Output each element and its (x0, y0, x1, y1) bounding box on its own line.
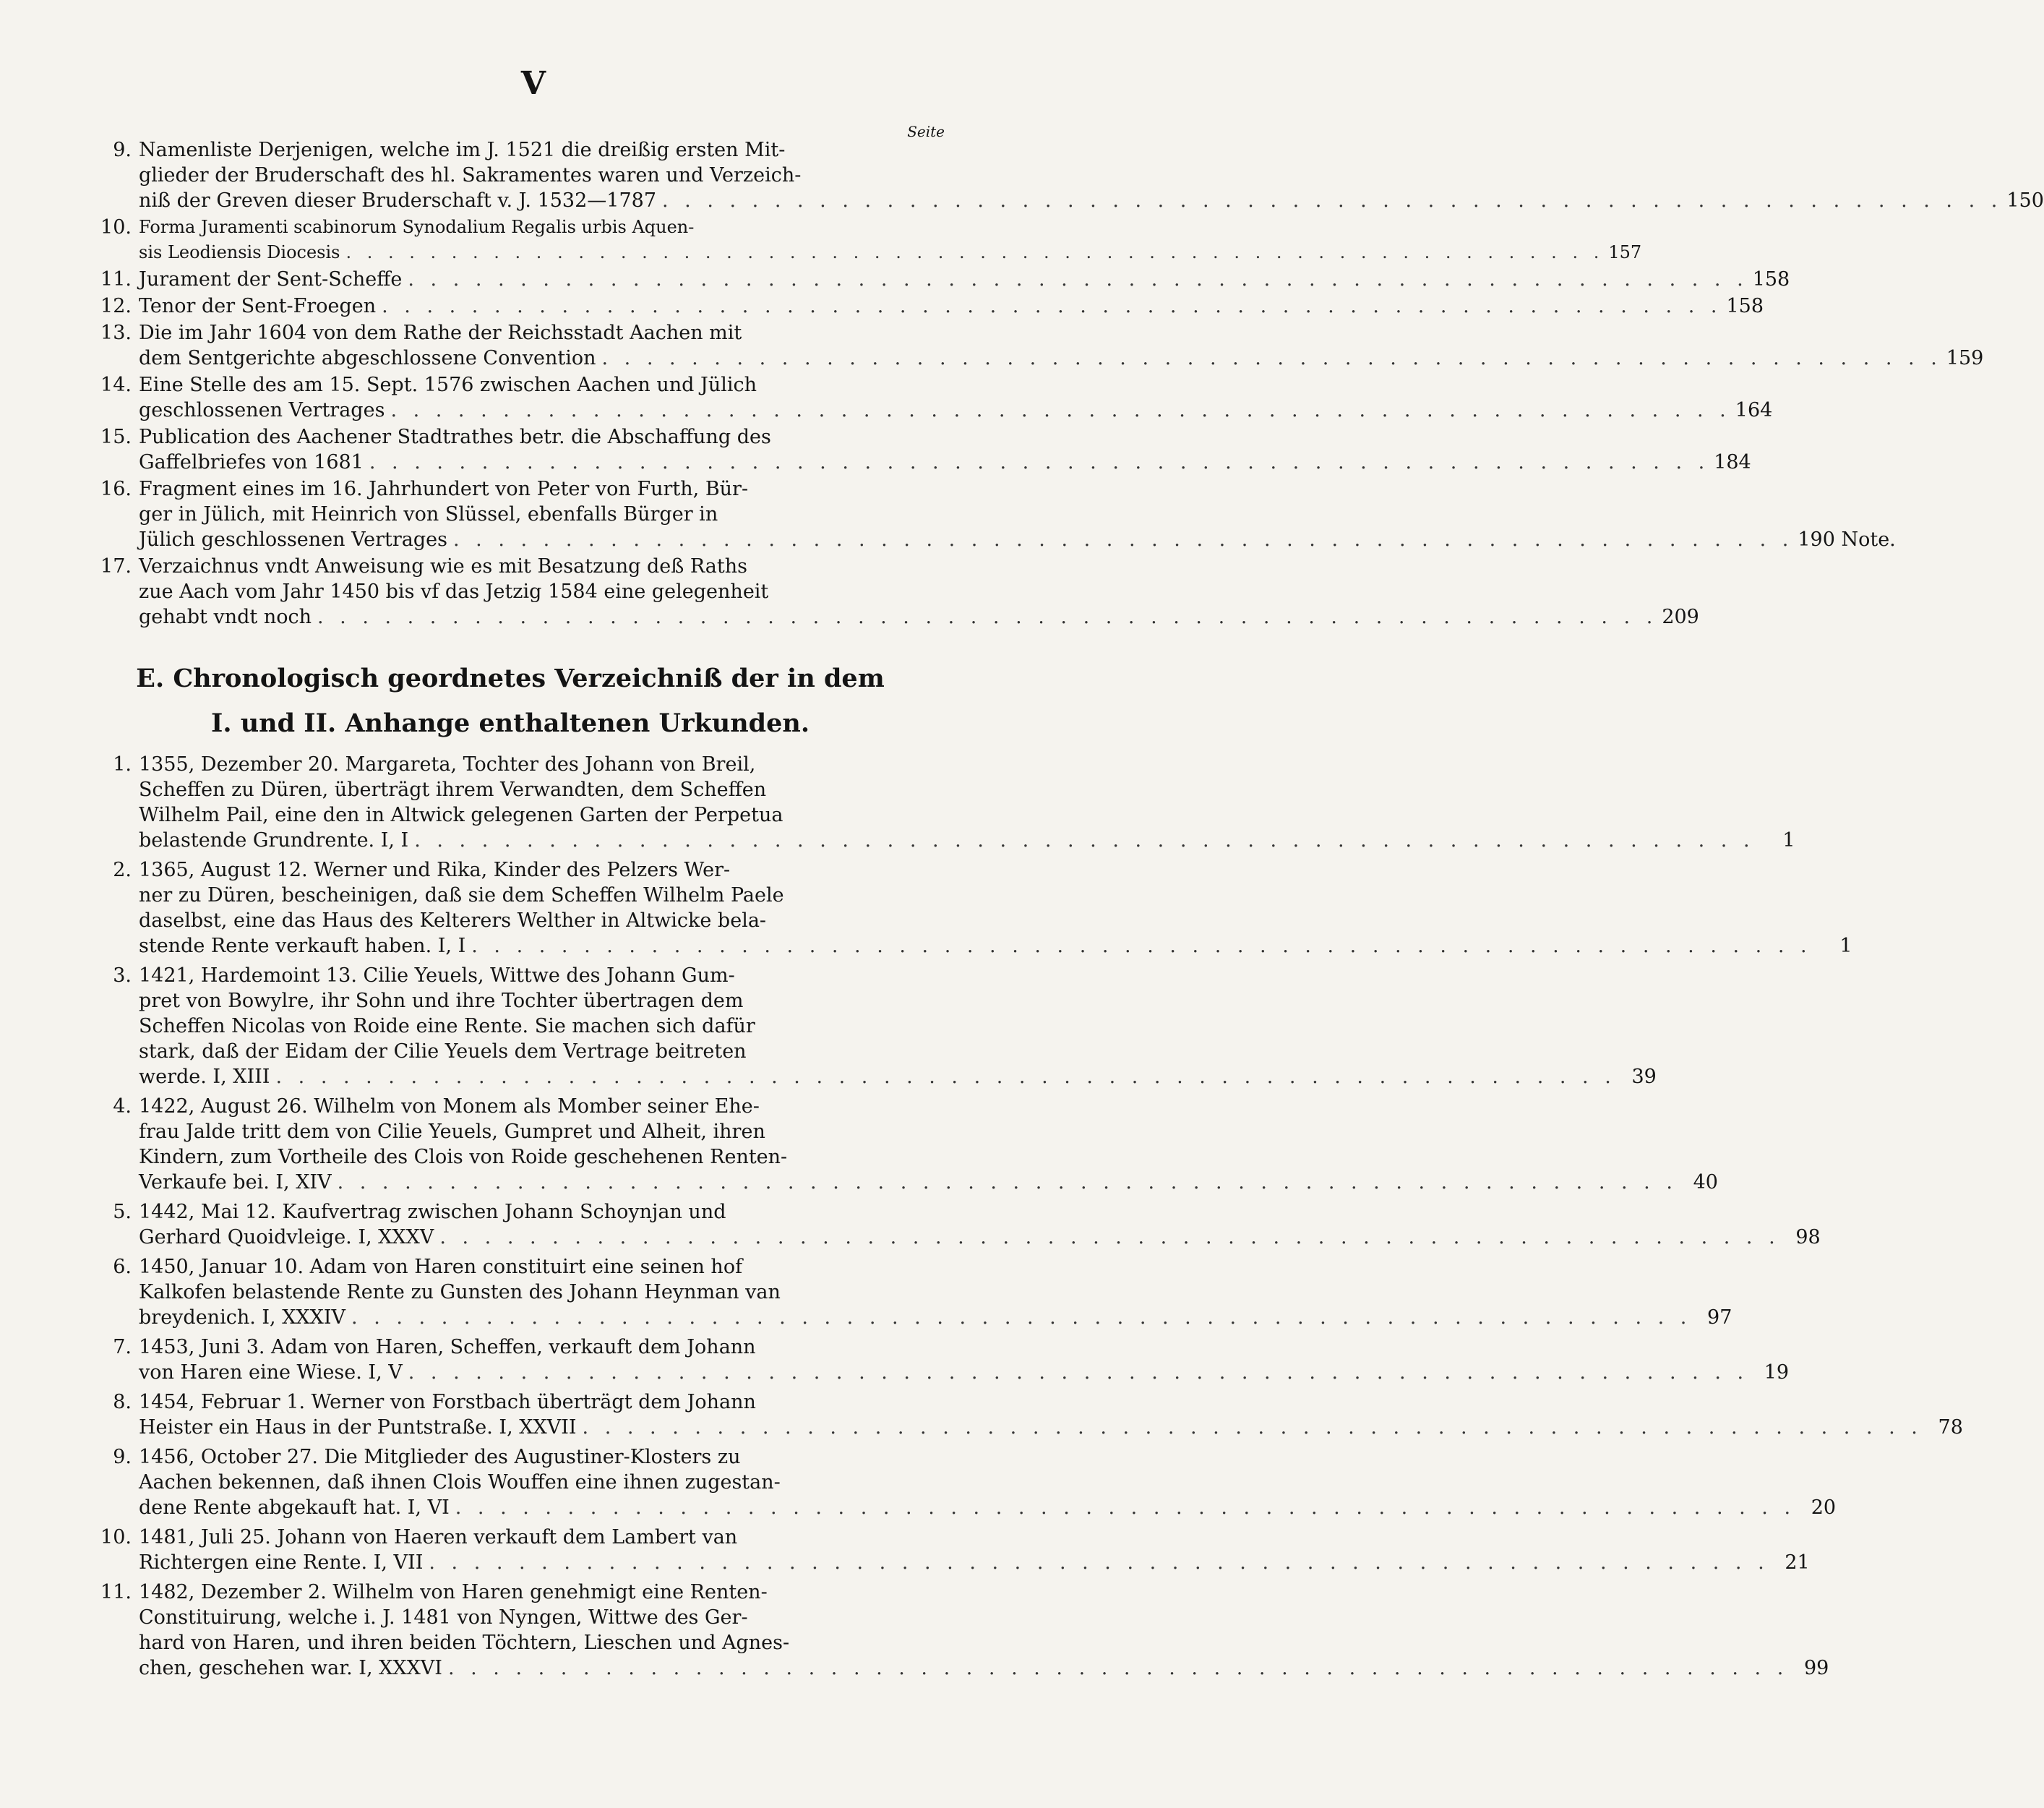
entry-line-text: Gaffelbriefes von 1681 (139, 451, 364, 474)
entry-line-text: breydenich. I, XXXIV (139, 1306, 346, 1329)
entry-line (139, 372, 919, 398)
dot-leader: . . . . . . . . . . . . . . . . . . . . . . . . . . . . . . . . . . . . . . . . . . . . . . . . . . . . . . . . . . . . (582, 1416, 1923, 1439)
dot-leader: . . . . . . . . . . . . . . . . . . . . . . . . . . . . . . . . . . . . . . . . . . . . . . . . . . . . . . . . . . . . (345, 242, 1605, 262)
entry-text (139, 424, 1751, 475)
section-heading-line-1: E. Chronologisch geordnetes Verzeichniß der in dem (136, 664, 885, 693)
dot-leader: . . . . . . . . . . . . . . . . . . . . . . . . . . . . . . . . . . . . . . . . . . . . . . . . . . . . . . . . . . . . (408, 1361, 1749, 1384)
entry-line-text: Gerhard Quoidvleige. I, XXXV (139, 1226, 434, 1248)
page-reference: 150 (2006, 189, 2044, 212)
entry-text (139, 267, 1790, 292)
seite-column-label: Seite (907, 123, 945, 140)
dot-leader: . . . . . . . . . . . . . . . . . . . . . . . . . . . . . . . . . . . . . . . . . . . . . . . . . . . . . . . . . . . . (455, 1496, 1796, 1519)
entry-line-text: Forma Juramenti scabinorum Synodalium Regalis urbis Aquen- (139, 217, 695, 237)
entry-line-text: 1365, August 12. Werner und Rika, Kinder des Pelzers Wer- (139, 859, 731, 881)
section-heading (94, 656, 927, 746)
entry-line-text: hard von Haren, und ihren beiden Töchtern, Lieschen und Agnes- (139, 1632, 790, 1654)
entry-line-text: Jülich geschlossenen Vertrages (139, 528, 448, 551)
entry-line-text: Tenor der Sent-Froegen (139, 295, 377, 317)
entry-text (139, 1389, 1963, 1440)
entry-number: 15. (100, 426, 132, 448)
page-reference: 40 (1693, 1171, 1718, 1194)
entry-line (139, 424, 919, 450)
page-reference: 78 (1938, 1416, 1963, 1439)
entry-line (139, 1550, 1810, 1575)
entry-line-text: Scheffen zu Düren, überträgt ihrem Verwandten, dem Scheffen (139, 779, 767, 801)
entry-text (139, 857, 1852, 959)
entry-number: 11. (100, 1581, 132, 1603)
entry-line (139, 1444, 919, 1470)
entry-line-text: 1453, Juni 3. Adam von Haren, Scheffen, verkauft dem Johann (139, 1336, 756, 1358)
entry-line-text: Die im Jahr 1604 von dem Rathe der Reichsstadt Aachen mit (139, 322, 742, 344)
entry-line-text: geschlossenen Vertrages (139, 399, 385, 421)
entry-line (139, 1470, 919, 1495)
toc-entry (94, 752, 1795, 853)
toc-entry (94, 137, 2044, 213)
entry-line-text: ner zu Düren, bescheinigen, daß sie dem Scheffen Wilhelm Paele (139, 884, 784, 907)
entry-line (139, 240, 1642, 265)
entry-line (139, 1415, 1963, 1440)
page-reference: 159 (1946, 347, 1984, 369)
entry-number: 7. (113, 1336, 132, 1358)
entry-line-text: 1422, August 26. Wilhelm von Monem als Momber seiner Ehe- (139, 1095, 760, 1118)
entry-number: 1. (113, 753, 132, 776)
entry-number: 2. (113, 859, 132, 881)
entry-line (139, 137, 919, 163)
page-reference: 157 (1608, 242, 1642, 262)
entry-line (139, 476, 919, 502)
entry-line (139, 963, 919, 988)
entry-line-text: frau Jalde tritt dem von Cilie Yeuels, Gumpret und Alheit, ihren (139, 1121, 765, 1143)
entry-line-text: Scheffen Nicolas von Roide eine Rente. Sie machen sich dafür (139, 1015, 755, 1037)
entry-line (139, 346, 1984, 371)
page-reference: 39 (1631, 1066, 1657, 1088)
entry-text (139, 554, 1699, 630)
entry-number: 10. (100, 216, 132, 239)
entry-line (139, 1225, 1821, 1250)
page-reference: 20 (1811, 1496, 1837, 1519)
entry-line-text: 1454, Februar 1. Werner von Forstbach überträgt dem Johann (139, 1391, 756, 1413)
dot-leader: . . . . . . . . . . . . . . . . . . . . . . . . . . . . . . . . . . . . . . . . . . . . . . . . . . . . . . . . . . . . (429, 1551, 1769, 1574)
dot-leader: . . . . . . . . . . . . . . . . . . . . . . . . . . . . . . . . . . . . . . . . . . . . . . . . . . . . . . . . . . . . (662, 189, 2003, 212)
entry-line-text: werde. I, XIII (139, 1066, 270, 1088)
entry-line (139, 215, 919, 240)
toc-entry (94, 1094, 1718, 1195)
entry-line-text: Aachen bekennen, daß ihnen Clois Wouffen eine ihnen zugestan- (139, 1471, 781, 1494)
entry-line-text: Kindern, zum Vortheile des Clois von Roide geschehenen Renten- (139, 1146, 788, 1168)
toc-entry (94, 1389, 1963, 1440)
entry-line (139, 450, 1751, 475)
toc-entry (94, 424, 1751, 475)
entry-text (139, 1254, 1732, 1330)
entry-line (139, 1014, 919, 1039)
entry-line-text: dene Rente abgekauft hat. I, VI (139, 1496, 450, 1519)
entry-line (139, 1525, 919, 1550)
entry-line (139, 1495, 1837, 1520)
entry-line (139, 267, 1790, 292)
entry-line-text: Jurament der Sent-Scheffe (139, 268, 403, 291)
dot-leader: . . . . . . . . . . . . . . . . . . . . . . . . . . . . . . . . . . . . . . . . . . . . . . . . . . . . . . . . . . . . (439, 1226, 1780, 1248)
page-reference: 98 (1795, 1226, 1821, 1248)
entry-line (139, 1144, 919, 1170)
entry-line (139, 1170, 1718, 1195)
entry-line (139, 1580, 919, 1605)
entry-text (139, 1525, 1810, 1575)
toc-entry (94, 1444, 1837, 1520)
entry-text (139, 1444, 1837, 1520)
toc-entry (94, 372, 1773, 423)
entry-number: 11. (100, 268, 132, 291)
entry-number: 14. (100, 374, 132, 396)
entry-line (139, 1389, 919, 1415)
entry-number: 3. (113, 964, 132, 987)
toc-entry (94, 215, 1642, 265)
toc-entry (94, 554, 1699, 630)
entry-line (139, 1199, 919, 1225)
page-reference: 21 (1785, 1551, 1810, 1574)
page-reference: 19 (1764, 1361, 1790, 1384)
section-heading-line-2: I. und II. Anhange enthaltenen Urkunden. (210, 708, 810, 738)
entry-line-text: sis Leodiensis Diocesis (139, 242, 340, 262)
toc-entry (94, 1580, 1829, 1681)
page-reference: 1 (1839, 935, 1852, 957)
entry-line-text: pret von Bowylre, ihr Sohn und ihre Tochter übertragen dem (139, 990, 744, 1012)
entry-line (139, 188, 2044, 213)
entry-line (139, 1305, 1732, 1330)
page-reference: 1 (1782, 829, 1795, 852)
entry-number: 5. (113, 1201, 132, 1223)
entry-line (139, 1039, 919, 1064)
entry-line (139, 1360, 1790, 1385)
dot-leader: . . . . . . . . . . . . . . . . . . . . . . . . . . . . . . . . . . . . . . . . . . . . . . . . . . . . . . . . . . . . (390, 399, 1731, 421)
entry-line-text: Richtergen eine Rente. I, VII (139, 1551, 424, 1574)
entry-line (139, 1064, 1657, 1089)
entry-number: 17. (100, 555, 132, 578)
page-reference: 158 (1752, 268, 1790, 291)
entry-number: 9. (113, 1446, 132, 1468)
entry-line (139, 933, 1852, 959)
entry-line-text: Verkaufe bei. I, XIV (139, 1171, 332, 1194)
entry-line-text: gehabt vndt noch (139, 606, 312, 628)
entry-line-text: niß der Greven dieser Bruderschaft v. J. 1532—1787 (139, 189, 657, 212)
entry-line-text: stende Rente verkauft haben. I, I (139, 935, 466, 957)
entry-line (139, 908, 919, 933)
page-reference: 99 (1803, 1657, 1829, 1679)
entry-line-text: Fragment eines im 16. Jahrhundert von Peter von Furth, Bür- (139, 478, 749, 500)
entry-text (139, 320, 1984, 371)
page-reference: 164 (1735, 399, 1773, 421)
toc-entry (94, 963, 1657, 1089)
entry-line-text: stark, daß der Eidam der Cilie Yeuels dem Vertrage beitreten (139, 1040, 747, 1063)
entry-line-text: Publication des Aachener Stadtrathes betr. die Abschaffung des (139, 426, 771, 448)
entry-number: 10. (100, 1526, 132, 1548)
entry-line (139, 1334, 919, 1360)
entry-line (139, 320, 919, 346)
entry-line-text: 1355, Dezember 20. Margareta, Tochter des Johann von Breil, (139, 753, 756, 776)
entry-line-text: Verzaichnus vndt Anweisung wie es mit Besatzung deß Raths (139, 555, 747, 578)
entry-line-text: daselbst, eine das Haus des Kelterers Welther in Altwicke bela- (139, 909, 767, 932)
entry-line-text: Constituirung, welche i. J. 1481 von Nyngen, Wittwe des Ger- (139, 1606, 748, 1629)
page-reference: 184 (1714, 451, 1751, 474)
toc-entry (94, 476, 1896, 552)
entry-line (139, 1119, 919, 1144)
dot-leader: . . . . . . . . . . . . . . . . . . . . . . . . . . . . . . . . . . . . . . . . . . . . . . . . . . . . . . . . . . . . (471, 935, 1812, 957)
dot-leader: . . . . . . . . . . . . . . . . . . . . . . . . . . . . . . . . . . . . . . . . . . . . . . . . . . . . . . . . . . . . (408, 268, 1748, 291)
dot-leader: . . . . . . . . . . . . . . . . . . . . . . . . . . . . . . . . . . . . . . . . . . . . . . . . . . . . . . . . . . . . (369, 451, 1710, 474)
entry-line-text: Eine Stelle des am 15. Sept. 1576 zwischen Aachen und Jülich (139, 374, 757, 396)
entry-text (139, 137, 2044, 213)
entry-line (139, 1655, 1829, 1681)
entry-line-text: ger in Jülich, mit Heinrich von Slüssel, ebenfalls Bürger in (139, 503, 718, 526)
dot-leader: . . . . . . . . . . . . . . . . . . . . . . . . . . . . . . . . . . . . . . . . . . . . . . . . . . . . . . . . . . . . (447, 1657, 1789, 1679)
toc-entry (94, 1334, 1790, 1385)
entry-text (139, 215, 1642, 265)
entry-text (139, 294, 1764, 319)
entry-line-text: Namenliste Derjenigen, welche im J. 1521 die dreißig ersten Mit- (139, 139, 786, 161)
entry-line (139, 828, 1795, 853)
dot-leader: . . . . . . . . . . . . . . . . . . . . . . . . . . . . . . . . . . . . . . . . . . . . . . . . . . . . . . . . . . . . (275, 1066, 1616, 1088)
entry-line (139, 802, 919, 828)
page-reference: 209 (1662, 606, 1699, 628)
entry-line (139, 604, 1699, 630)
page-reference: 158 (1726, 295, 1764, 317)
entry-number: 4. (113, 1095, 132, 1118)
entry-line (139, 398, 1773, 423)
entry-number: 13. (100, 322, 132, 344)
entry-line (139, 1254, 919, 1280)
entry-text (139, 752, 1795, 853)
entry-line-text: belastende Grundrente. I, I (139, 829, 409, 852)
entry-line-text: dem Sentgerichte abgeschlossene Convention (139, 347, 596, 369)
dot-leader: . . . . . . . . . . . . . . . . . . . . . . . . . . . . . . . . . . . . . . . . . . . . . . . . . . . . . . . . . . . . (317, 606, 1658, 628)
entry-line-text: 1456, October 27. Die Mitglieder des Augustiner-Klosters zu (139, 1446, 741, 1468)
entry-line-text: 1450, Januar 10. Adam von Haren constituirt eine seinen hof (139, 1256, 743, 1278)
entry-line-text: glieder der Bruderschaft des hl. Sakramentes waren und Verzeich- (139, 164, 802, 187)
entry-text (139, 1580, 1829, 1681)
page-number: V (520, 65, 547, 102)
dot-leader: . . . . . . . . . . . . . . . . . . . . . . . . . . . . . . . . . . . . . . . . . . . . . . . . . . . . . . . . . . . . (382, 295, 1722, 317)
toc-entry (94, 1525, 1810, 1575)
entry-number: 16. (100, 478, 132, 500)
dot-leader: . . . . . . . . . . . . . . . . . . . . . . . . . . . . . . . . . . . . . . . . . . . . . . . . . . . . . . . . . . . . (414, 829, 1755, 852)
entry-line (139, 1630, 919, 1655)
entry-text (139, 476, 1896, 552)
toc-entry (94, 1254, 1732, 1330)
page-reference: 190 Note. (1798, 528, 1896, 551)
entry-line (139, 883, 919, 908)
entry-line-text: Heister ein Haus in der Puntstraße. I, XXVII (139, 1416, 577, 1439)
entry-line (139, 527, 1896, 552)
entry-line (139, 1280, 919, 1305)
entry-line (139, 1605, 919, 1630)
entry-line (139, 554, 919, 579)
toc-entry (94, 1199, 1821, 1250)
entry-number: 6. (113, 1256, 132, 1278)
entry-line-text: von Haren eine Wiese. I, V (139, 1361, 403, 1384)
entry-line (139, 579, 919, 604)
entry-text (139, 963, 1657, 1089)
entry-line (139, 857, 919, 883)
entry-line-text: 1482, Dezember 2. Wilhelm von Haren genehmigt eine Renten- (139, 1581, 768, 1603)
entry-line-text: 1481, Juli 25. Johann von Haeren verkauft dem Lambert van (139, 1526, 738, 1548)
document-register-list (94, 752, 1963, 1685)
dot-leader: . . . . . . . . . . . . . . . . . . . . . . . . . . . . . . . . . . . . . . . . . . . . . . . . . . . . . . . . . . . . (351, 1306, 1692, 1329)
entry-line-text: zue Aach vom Jahr 1450 bis vf das Jetzig 1584 eine gelegenheit (139, 580, 769, 603)
entry-line-text: 1421, Hardemoint 13. Cilie Yeuels, Wittwe des Johann Gum- (139, 964, 735, 987)
dot-leader: . . . . . . . . . . . . . . . . . . . . . . . . . . . . . . . . . . . . . . . . . . . . . . . . . . . . . . . . . . . . (453, 528, 1794, 551)
page-reference: 97 (1707, 1306, 1732, 1329)
toc-entry (94, 320, 1984, 371)
entry-line-text: 1442, Mai 12. Kaufvertrag zwischen Johann Schoynjan und (139, 1201, 726, 1223)
dot-leader: . . . . . . . . . . . . . . . . . . . . . . . . . . . . . . . . . . . . . . . . . . . . . . . . . . . . . . . . . . . . (337, 1171, 1678, 1194)
toc-entry (94, 267, 1790, 292)
entry-line (139, 502, 919, 527)
entry-line-text: Wilhelm Pail, eine den in Altwick gelegenen Garten der Perpetua (139, 804, 783, 826)
toc-entry (94, 294, 1764, 319)
entry-number: 9. (113, 139, 132, 161)
entry-line (139, 1094, 919, 1119)
entry-line (139, 163, 919, 188)
entry-line-text: chen, geschehen war. I, XXXVI (139, 1657, 442, 1679)
entry-number: 8. (113, 1391, 132, 1413)
dot-leader: . . . . . . . . . . . . . . . . . . . . . . . . . . . . . . . . . . . . . . . . . . . . . . . . . . . . . . . . . . . . (601, 347, 1942, 369)
appendix-list (94, 137, 2044, 631)
toc-entry (94, 857, 1852, 959)
entry-text (139, 1094, 1718, 1195)
entry-line (139, 294, 1764, 319)
entry-text (139, 372, 1773, 423)
entry-line-text: Kalkofen belastende Rente zu Gunsten des Johann Heynman van (139, 1281, 781, 1303)
entry-line (139, 777, 919, 802)
entry-line (139, 752, 919, 777)
entry-text (139, 1334, 1790, 1385)
entry-number: 12. (100, 295, 132, 317)
entry-text (139, 1199, 1821, 1250)
entry-line (139, 988, 919, 1014)
